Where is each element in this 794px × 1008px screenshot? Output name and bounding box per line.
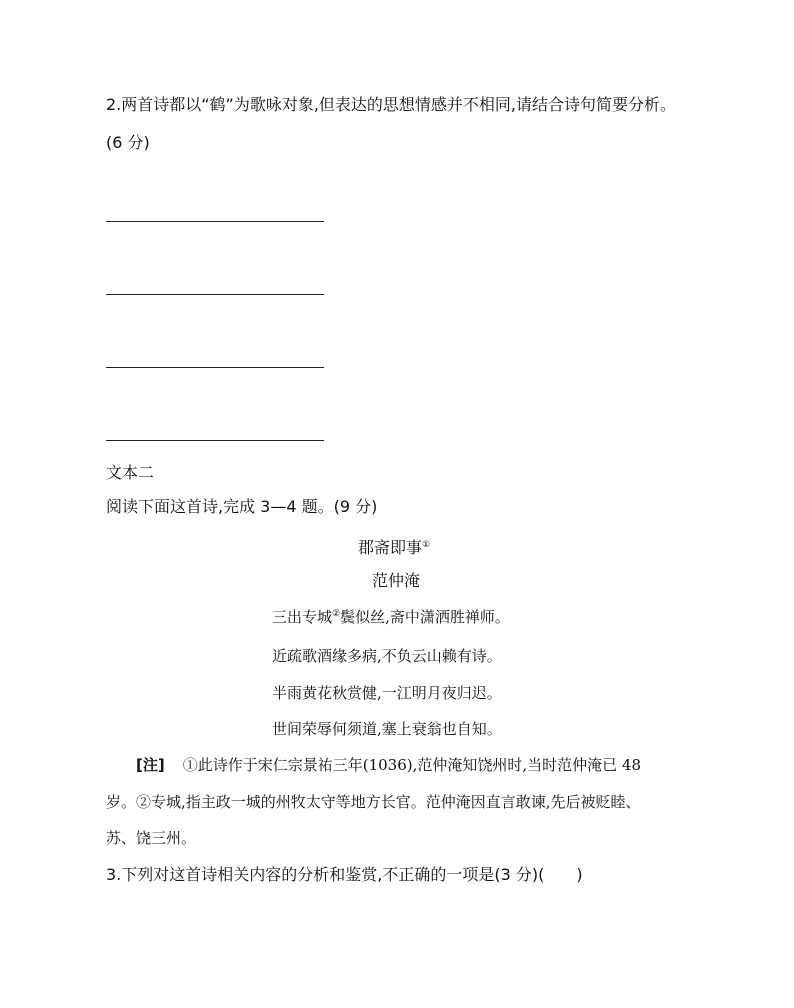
question-2 <box>106 92 676 115</box>
answer-line-1[interactable] <box>106 221 324 222</box>
poem-title-text: 郡斋即事 <box>358 538 423 557</box>
poem-title <box>358 535 430 558</box>
poem-line-3: 半雨黄花秋赏健,一江明月夜归迟。 <box>272 684 502 702</box>
question-2-text: 两首诗都以“鹤”为歌咏对象,但表达的思想情感并不相同,请结合诗句简要分析。 <box>121 95 677 114</box>
question-3 <box>106 862 583 885</box>
note-tag: [注] <box>136 756 165 774</box>
poem-line-4: 世间荣辱何须道,塞上衰翁也自知。 <box>272 720 502 738</box>
question-2-number: 2. <box>106 95 122 114</box>
note-line-1: [注] ①此诗作于宋仁宗景祐三年(1036),范仲淹知饶州时,当时范仲淹已 48 <box>136 756 641 774</box>
poem-author: 范仲淹 <box>372 571 421 590</box>
question-2-score: (6 分) <box>106 133 150 152</box>
note-line-2: 岁。②专城,指主政一城的州牧太守等地方长官。范仲淹因直言敢谏,先后被贬睦、 <box>106 793 641 811</box>
question-3-number: 3. <box>106 865 122 884</box>
answer-line-4[interactable] <box>106 440 324 441</box>
poem-line-1-note-mark: ② <box>332 609 341 619</box>
poem-line-1: 三出专城②鬓似丝,斋中潇洒胜禅师。 <box>272 608 510 626</box>
note-line-3: 苏、饶三州。 <box>106 829 197 847</box>
section-label: 文本二 <box>106 463 155 482</box>
reading-instruction: 阅读下面这首诗,完成 3—4 题。(9 分) <box>106 497 378 516</box>
question-3-text: 下列对这首诗相关内容的分析和鉴赏,不正确的一项是(3 分)( ) <box>121 865 583 884</box>
answer-line-2[interactable] <box>106 294 324 295</box>
answer-line-3[interactable] <box>106 367 324 368</box>
poem-line-2: 近疏歌酒缘多病,不负云山赖有诗。 <box>272 647 502 665</box>
poem-title-note-mark: ① <box>422 540 431 550</box>
